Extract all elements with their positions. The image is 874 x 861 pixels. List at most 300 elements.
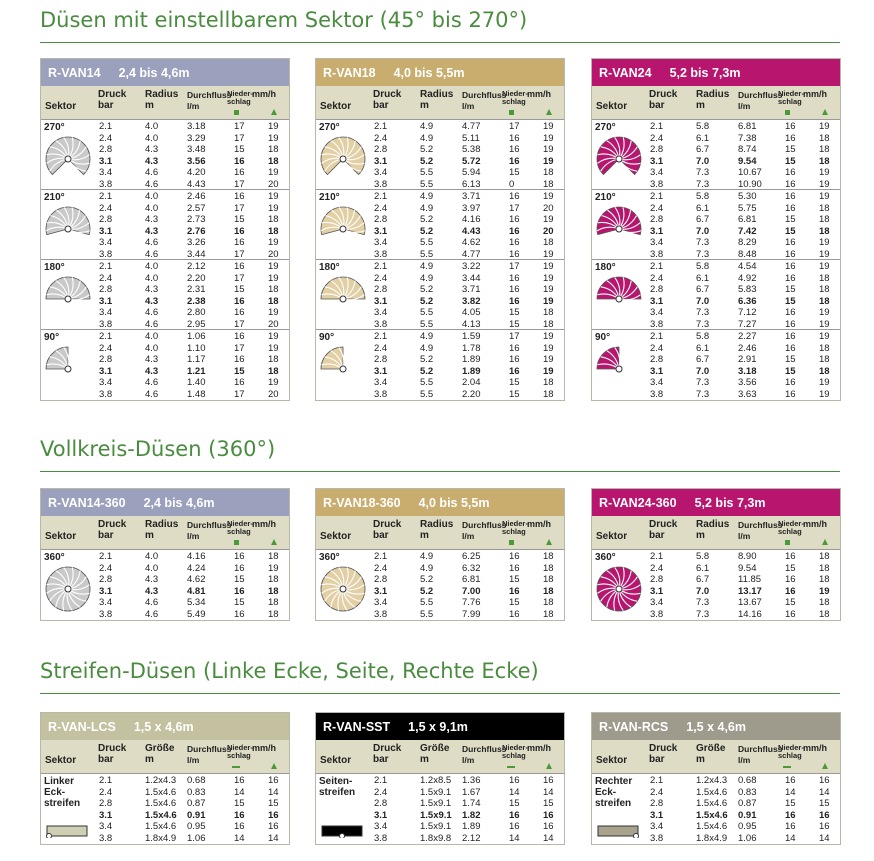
cell-druck: 2.4 (650, 272, 664, 284)
col-radius: Radius m (145, 89, 179, 111)
cell-druck: 2.4 (374, 562, 388, 574)
cell-niederschlag: 16 (785, 237, 796, 248)
cell-radius: 1.5x9.1 (420, 821, 452, 832)
cell-druck: 2.4 (99, 562, 113, 574)
model-name: R-VAN24-360 (599, 495, 677, 510)
table-row (41, 307, 289, 319)
cell-druck: 3.1 (99, 225, 113, 237)
nozzle-table (591, 58, 841, 401)
cell-mmh: 19 (543, 191, 554, 202)
table-row (592, 343, 840, 355)
cell-radius: 6.7 (696, 214, 710, 225)
table-row (592, 331, 840, 343)
sector-label: 90° (319, 332, 335, 343)
col-radius: Radius m (420, 89, 454, 111)
cell-durchfluss: 13.67 (738, 597, 762, 608)
table-row (41, 597, 289, 609)
cell-druck: 2.1 (99, 331, 113, 342)
cell-durchfluss: 1.67 (462, 786, 481, 798)
cell-radius: 7.3 (696, 307, 710, 318)
cell-druck: 2.8 (374, 284, 388, 295)
cell-durchfluss: 5.83 (738, 284, 757, 295)
cell-niederschlag: 15 (785, 144, 796, 155)
table-row (41, 249, 289, 261)
sector-group (41, 120, 289, 190)
cell-radius: 5.2 (420, 574, 434, 585)
cell-niederschlag: 17 (509, 331, 520, 342)
cell-mmh: 20 (268, 178, 279, 190)
cell-niederschlag: 16 (509, 821, 520, 832)
nozzle-table (40, 488, 290, 621)
cell-radius: 5.2 (420, 284, 434, 295)
cell-mmh: 18 (819, 144, 830, 155)
cell-mmh: 18 (268, 295, 279, 307)
table-row (41, 331, 289, 343)
table-header (41, 59, 289, 86)
model-name: R-VAN18 (323, 65, 376, 80)
cell-druck: 2.1 (99, 121, 113, 132)
cell-durchfluss: 4.62 (462, 237, 481, 248)
triangle-marker-icon (271, 109, 277, 115)
cell-druck: 3.8 (374, 388, 388, 400)
cell-durchfluss: 3.63 (738, 388, 757, 400)
cell-durchfluss: 1.89 (462, 821, 481, 832)
cell-mmh: 19 (819, 121, 830, 132)
cell-radius: 4.0 (145, 202, 159, 214)
section-title-sektor: Düsen mit einstellbarem Sektor (45° bis 270°) (40, 8, 528, 32)
cell-niederschlag: 17 (234, 248, 245, 260)
cell-durchfluss: 7.99 (462, 608, 481, 620)
table-row (592, 821, 840, 833)
triangle-marker-icon (271, 763, 277, 769)
cell-durchfluss: 4.16 (187, 551, 206, 562)
cell-niederschlag: 16 (785, 342, 796, 354)
sector-label: 360° (319, 552, 340, 563)
cell-niederschlag: 16 (785, 821, 796, 832)
radius-range: 5,2 bis 7,3m (669, 65, 741, 80)
cell-radius: 4.9 (420, 331, 434, 342)
cell-durchfluss: 0.68 (187, 775, 206, 786)
cell-druck: 2.4 (374, 786, 388, 798)
cell-radius: 1.5x4.6 (696, 821, 728, 832)
sector-label: 270° (595, 122, 616, 133)
cell-durchfluss: 4.16 (462, 214, 481, 225)
cell-radius: 6.7 (696, 284, 710, 295)
cell-druck: 2.8 (374, 214, 388, 225)
table-row (592, 284, 840, 296)
table-row (316, 133, 564, 145)
table-row (592, 354, 840, 366)
cell-niederschlag: 15 (509, 798, 520, 809)
cell-druck: 2.4 (374, 272, 388, 284)
cell-niederschlag: 16 (509, 144, 520, 155)
cell-druck: 3.1 (650, 155, 664, 167)
cell-radius: 5.5 (420, 318, 434, 330)
square-marker-icon (234, 110, 239, 115)
cell-druck: 2.1 (650, 261, 664, 272)
cell-radius: 4.3 (145, 354, 159, 365)
cell-niederschlag: 16 (509, 225, 520, 237)
table-row (316, 203, 564, 215)
cell-druck: 3.1 (374, 365, 388, 377)
cell-mmh: 18 (819, 342, 830, 354)
table-row (592, 167, 840, 179)
cell-druck: 3.4 (650, 597, 664, 608)
cell-mmh: 19 (543, 261, 554, 272)
column-header (316, 86, 564, 120)
radius-range: 2,4 bis 4,6m (118, 65, 190, 80)
cell-niederschlag: 17 (234, 121, 245, 132)
cell-radius: 1.5x4.6 (145, 786, 177, 798)
cell-druck: 3.1 (374, 295, 388, 307)
cell-niederschlag: 16 (509, 775, 520, 786)
cell-radius: 7.0 (696, 585, 710, 597)
cell-mmh: 19 (268, 342, 279, 354)
cell-niederschlag: 16 (234, 608, 245, 620)
cell-druck: 3.4 (374, 821, 388, 832)
cell-radius: 5.8 (696, 551, 710, 562)
column-header (592, 740, 840, 774)
cell-niederschlag: 16 (509, 562, 520, 574)
cell-radius: 4.3 (145, 214, 159, 225)
cell-druck: 2.4 (374, 132, 388, 144)
cell-mmh: 18 (819, 272, 830, 284)
cell-mmh: 14 (543, 786, 554, 798)
cell-durchfluss: 6.36 (738, 295, 757, 307)
col-druck: Druck bar (649, 743, 678, 765)
cell-druck: 3.1 (99, 365, 113, 377)
cell-durchfluss: 1.17 (187, 354, 206, 365)
cell-durchfluss: 0.83 (187, 786, 206, 798)
cell-druck: 3.8 (650, 318, 664, 330)
cell-radius: 5.8 (696, 331, 710, 342)
sector-label: Rechter Eck- streifen (595, 776, 633, 809)
table-row (592, 144, 840, 156)
table-row (316, 273, 564, 285)
cell-niederschlag: 16 (509, 214, 520, 225)
sector-group (316, 260, 564, 330)
table-row (41, 133, 289, 145)
cell-radius: 5.2 (420, 354, 434, 365)
cell-durchfluss: 4.24 (187, 562, 206, 574)
cell-druck: 2.4 (99, 202, 113, 214)
cell-mmh: 19 (268, 307, 279, 318)
cell-durchfluss: 2.95 (187, 318, 206, 330)
col-niederschlag: Nieder- schlag (502, 519, 528, 536)
cell-durchfluss: 4.81 (187, 585, 206, 597)
col-durchfluss: Durchfluss l/m (187, 520, 232, 541)
cell-niederschlag: 16 (234, 261, 245, 272)
cell-radius: 1.2x4.3 (145, 775, 177, 786)
table-row (592, 191, 840, 203)
section-title-vollkreis: Vollkreis-Düsen (360°) (40, 437, 276, 461)
cell-druck: 3.8 (99, 318, 113, 330)
cell-radius: 5.5 (420, 377, 434, 388)
cell-niederschlag: 16 (234, 775, 245, 786)
cell-radius: 4.6 (145, 307, 159, 318)
cell-mmh: 18 (268, 585, 279, 597)
col-druck: Druck bar (98, 743, 127, 765)
cell-niederschlag: 16 (785, 272, 796, 284)
table-row (316, 249, 564, 261)
cell-mmh: 19 (268, 132, 279, 144)
table-row (592, 810, 840, 822)
sector-group (316, 190, 564, 260)
cell-druck: 3.4 (650, 307, 664, 318)
cell-mmh: 19 (819, 388, 830, 400)
cell-niederschlag: 15 (234, 365, 245, 377)
table-row (41, 261, 289, 273)
cell-mmh: 14 (543, 832, 554, 844)
cell-radius: 1.5x4.6 (145, 798, 177, 809)
cell-mmh: 19 (268, 202, 279, 214)
sector-label: 180° (319, 262, 340, 273)
cell-durchfluss: 3.56 (738, 377, 757, 388)
column-header (316, 740, 564, 774)
sector-group (316, 330, 564, 400)
cell-druck: 3.4 (99, 821, 113, 832)
cell-mmh: 19 (819, 191, 830, 202)
cell-radius: 5.5 (420, 597, 434, 608)
cell-niederschlag: 16 (785, 132, 796, 144)
cell-mmh: 19 (543, 331, 554, 342)
cell-radius: 4.6 (145, 237, 159, 248)
cell-druck: 3.8 (374, 608, 388, 620)
cell-mmh: 18 (543, 318, 554, 330)
cell-druck: 2.8 (99, 144, 113, 155)
cell-radius: 1.2x4.3 (696, 775, 728, 786)
cell-mmh: 19 (268, 261, 279, 272)
table-row (41, 226, 289, 238)
cell-radius: 4.9 (420, 132, 434, 144)
table-row (316, 775, 564, 787)
cell-niederschlag: 16 (234, 377, 245, 388)
sector-label: 90° (44, 332, 60, 343)
cell-durchfluss: 7.38 (738, 132, 757, 144)
triangle-marker-icon (822, 109, 828, 115)
square-marker-icon (509, 540, 514, 545)
cell-durchfluss: 2.91 (738, 354, 757, 365)
col-durchfluss: Durchfluss l/m (738, 744, 783, 765)
cell-radius: 5.5 (420, 178, 434, 190)
cell-niederschlag: 16 (785, 318, 796, 330)
table-row (41, 284, 289, 296)
cell-radius: 1.5x9.1 (420, 786, 452, 798)
cell-radius: 4.0 (145, 551, 159, 562)
cell-radius: 4.3 (145, 144, 159, 155)
table-row (41, 833, 289, 845)
col-mmh: mm/h (527, 89, 552, 99)
cell-durchfluss: 1.06 (738, 832, 757, 844)
col-radius: Radius m (420, 519, 454, 541)
col-radius: Radius m (696, 519, 730, 541)
table-row (41, 179, 289, 191)
cell-mmh: 18 (819, 562, 830, 574)
sector-group (592, 330, 840, 400)
table-row (592, 551, 840, 563)
cell-niederschlag: 16 (509, 284, 520, 295)
cell-niederschlag: 15 (785, 597, 796, 608)
table-row (592, 203, 840, 215)
cell-druck: 3.1 (99, 809, 113, 821)
table-row (41, 775, 289, 787)
radius-range: 1,5 x 4,6m (686, 719, 746, 734)
section-divider (40, 42, 840, 43)
cell-durchfluss: 4.77 (462, 248, 481, 260)
cell-radius: 4.0 (145, 331, 159, 342)
cell-druck: 2.8 (99, 574, 113, 585)
cell-durchfluss: 3.44 (462, 272, 481, 284)
section-divider (40, 693, 840, 694)
cell-mmh: 14 (268, 786, 279, 798)
cell-niederschlag: 15 (785, 365, 796, 377)
table-row (316, 821, 564, 833)
cell-niederschlag: 16 (785, 191, 796, 202)
cell-durchfluss: 10.90 (738, 178, 762, 190)
cell-mmh: 19 (268, 237, 279, 248)
nozzle-table (591, 712, 841, 845)
cell-niederschlag: 16 (785, 167, 796, 178)
nozzle-table (315, 488, 565, 621)
model-name: R-VAN-RCS (599, 719, 669, 734)
col-durchfluss: Durchfluss l/m (187, 90, 232, 111)
cell-radius: 6.1 (696, 132, 710, 144)
table-row (316, 366, 564, 378)
cell-radius: 7.3 (696, 237, 710, 248)
cell-mmh: 19 (819, 167, 830, 178)
cell-radius: 6.1 (696, 202, 710, 214)
cell-druck: 3.1 (374, 225, 388, 237)
cell-radius: 4.3 (145, 284, 159, 295)
table-header (41, 713, 289, 740)
cell-mmh: 18 (543, 574, 554, 585)
table-row (316, 354, 564, 366)
cell-radius: 7.0 (696, 295, 710, 307)
cell-radius: 5.2 (420, 155, 434, 167)
cell-niederschlag: 15 (234, 214, 245, 225)
cell-niederschlag: 16 (509, 272, 520, 284)
cell-druck: 3.1 (374, 155, 388, 167)
cell-niederschlag: 16 (509, 248, 520, 260)
cell-druck: 2.4 (650, 132, 664, 144)
table-header (316, 713, 564, 740)
cell-durchfluss: 4.20 (187, 167, 206, 178)
table-header (316, 59, 564, 86)
cell-durchfluss: 3.44 (187, 248, 206, 260)
table-row (592, 366, 840, 378)
cell-druck: 3.8 (99, 388, 113, 400)
col-durchfluss: Durchfluss l/m (462, 520, 507, 541)
cell-radius: 4.9 (420, 261, 434, 272)
cell-niederschlag: 16 (785, 388, 796, 400)
cell-radius: 5.5 (420, 608, 434, 620)
col-niederschlag: Nieder- schlag (502, 743, 528, 760)
cell-niederschlag: 16 (234, 237, 245, 248)
cell-mmh: 19 (819, 237, 830, 248)
cell-mmh: 16 (543, 809, 554, 821)
cell-mmh: 16 (268, 775, 279, 786)
cell-druck: 2.8 (99, 284, 113, 295)
cell-mmh: 15 (819, 798, 830, 809)
cell-niederschlag: 15 (509, 167, 520, 178)
cell-mmh: 19 (819, 318, 830, 330)
col-radius: Radius m (145, 519, 179, 541)
cell-durchfluss: 0.87 (738, 798, 757, 809)
cell-durchfluss: 1.74 (462, 798, 481, 809)
table-header (316, 489, 564, 516)
cell-mmh: 19 (543, 354, 554, 365)
cell-niederschlag: 16 (509, 132, 520, 144)
cell-druck: 2.4 (374, 202, 388, 214)
square-marker-icon (785, 540, 790, 545)
cell-niederschlag: 15 (509, 318, 520, 330)
cell-mmh: 19 (543, 248, 554, 260)
table-row (592, 226, 840, 238)
col-niederschlag: Nieder- schlag (502, 89, 528, 106)
cell-druck: 3.1 (650, 295, 664, 307)
cell-druck: 3.8 (374, 832, 388, 844)
cell-niederschlag: 16 (509, 809, 520, 821)
cell-durchfluss: 2.20 (187, 272, 206, 284)
cell-radius: 4.9 (420, 562, 434, 574)
cell-mmh: 18 (543, 551, 554, 562)
sector-group (41, 774, 289, 844)
cell-durchfluss: 5.38 (462, 144, 481, 155)
cell-niederschlag: 15 (785, 225, 796, 237)
col-durchfluss: Durchfluss l/m (462, 90, 507, 111)
cell-durchfluss: 8.90 (738, 551, 757, 562)
radius-range: 4,0 bis 5,5m (418, 495, 490, 510)
cell-mmh: 18 (543, 178, 554, 190)
cell-niederschlag: 16 (785, 248, 796, 260)
cell-radius: 1.5x4.6 (696, 786, 728, 798)
radius-range: 1,5 x 9,1m (408, 719, 468, 734)
cell-niederschlag: 16 (509, 365, 520, 377)
cell-radius: 4.9 (420, 551, 434, 562)
cell-radius: 5.8 (696, 261, 710, 272)
cell-durchfluss: 5.34 (187, 597, 206, 608)
cell-mmh: 18 (543, 307, 554, 318)
cell-mmh: 19 (543, 272, 554, 284)
table-row (41, 191, 289, 203)
cell-niederschlag: 17 (509, 121, 520, 132)
section-divider (40, 471, 840, 472)
table-row (316, 833, 564, 845)
cell-niederschlag: 15 (234, 597, 245, 608)
cell-niederschlag: 15 (785, 214, 796, 225)
cell-druck: 3.1 (650, 585, 664, 597)
cell-durchfluss: 2.31 (187, 284, 206, 295)
cell-radius: 4.6 (145, 377, 159, 388)
cell-radius: 4.3 (145, 365, 159, 377)
cell-radius: 4.0 (145, 272, 159, 284)
col-durchfluss: Durchfluss l/m (738, 90, 783, 111)
sector-label: 210° (595, 192, 616, 203)
cell-durchfluss: 9.54 (738, 562, 757, 574)
table-row (316, 597, 564, 609)
cell-mmh: 18 (819, 132, 830, 144)
col-niederschlag: Nieder- schlag (227, 743, 253, 760)
cell-druck: 3.4 (374, 167, 388, 178)
cell-mmh: 18 (268, 574, 279, 585)
cell-druck: 2.8 (650, 798, 664, 809)
cell-radius: 4.6 (145, 178, 159, 190)
cell-radius: 7.3 (696, 388, 710, 400)
cell-durchfluss: 6.25 (462, 551, 481, 562)
cell-durchfluss: 1.06 (187, 832, 206, 844)
sector-label: 270° (44, 122, 65, 133)
cell-druck: 2.8 (374, 798, 388, 809)
